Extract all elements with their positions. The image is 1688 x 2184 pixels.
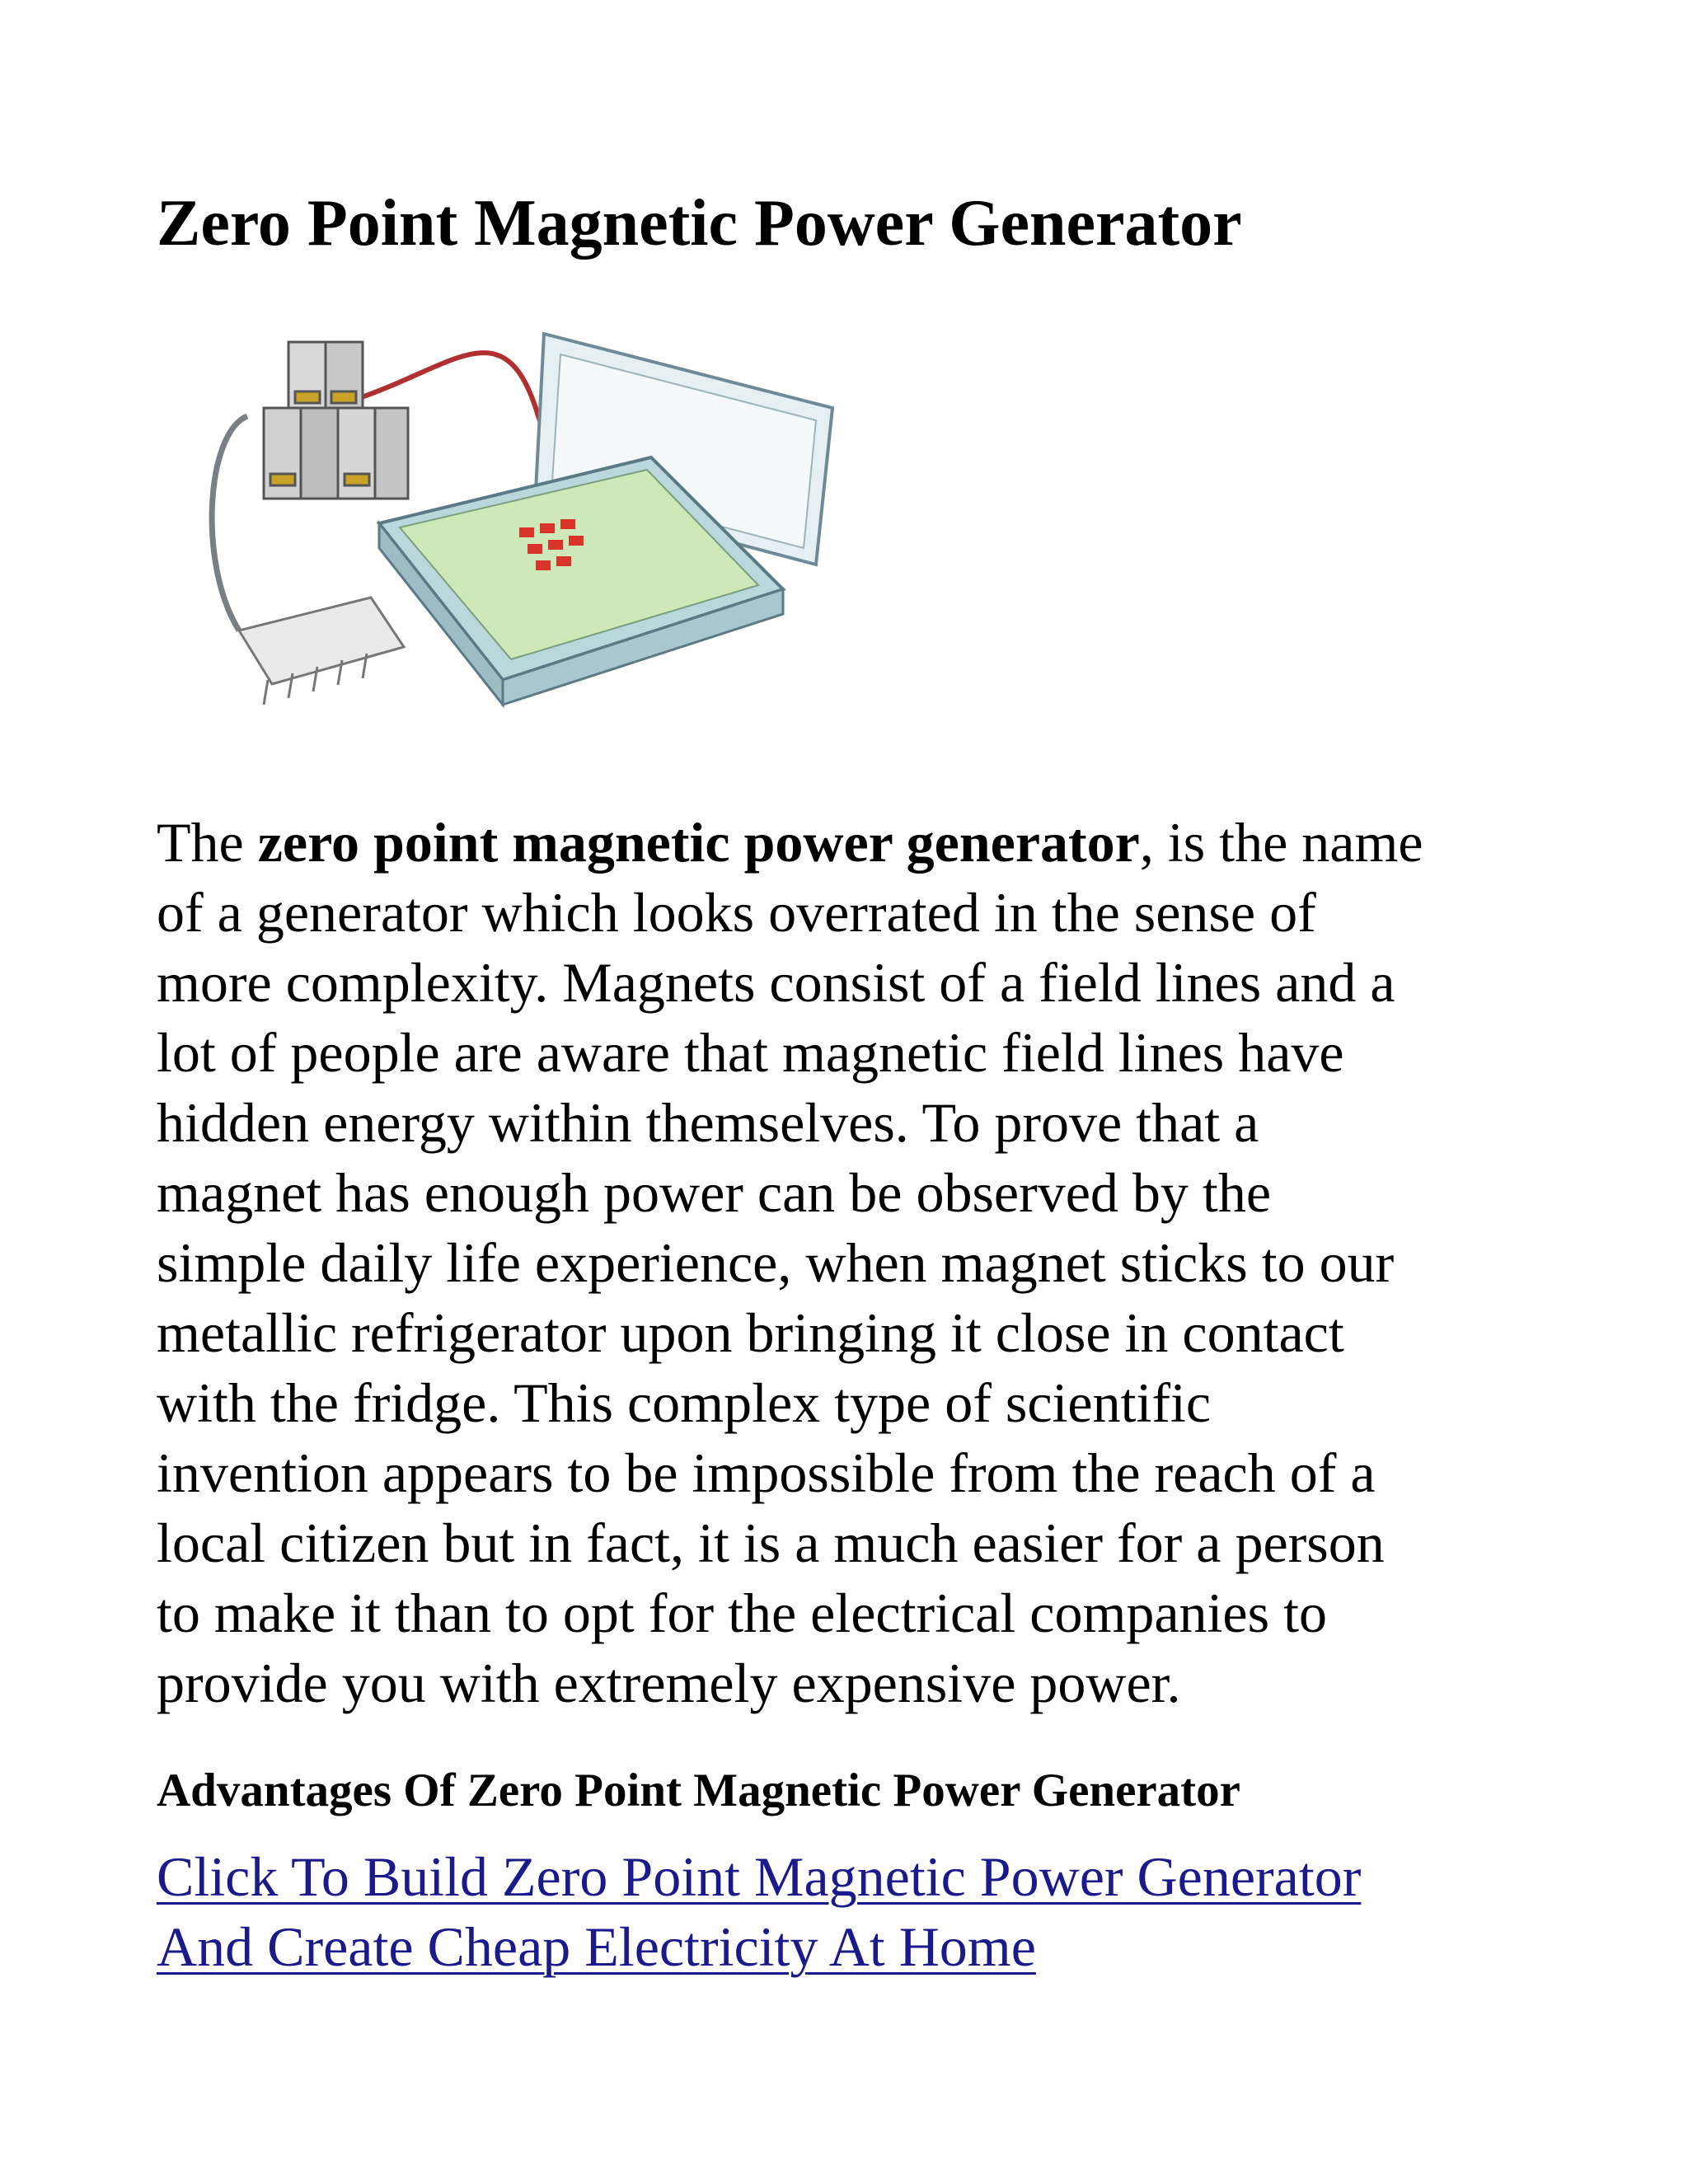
build-generator-link-line-2[interactable]: And Create Cheap Electricity At Home	[157, 1915, 1036, 1978]
build-generator-link-line-1[interactable]: Click To Build Zero Point Magnetic Power Generator	[157, 1845, 1362, 1908]
paragraph-line: of a generator which looks overrated in the sense of	[157, 881, 1316, 944]
comb-plate	[239, 598, 404, 705]
paragraph-line: lot of people are aware that magnetic field lines have	[157, 1021, 1344, 1084]
generator-illustration	[190, 317, 849, 729]
body-paragraph	[157, 808, 1558, 1718]
paragraph-line: hidden energy within themselves. To prove that a	[157, 1091, 1259, 1154]
paragraph-line: provide you with extremely expensive power.	[157, 1652, 1181, 1714]
paragraph-line-1: The zero point magnetic power generator, is the name	[157, 811, 1423, 874]
paragraph-line: metallic refrigerator upon bringing it close in contact	[157, 1301, 1344, 1364]
page-title: Zero Point Magnetic Power Generator	[157, 187, 1242, 260]
generator-illustration-svg	[190, 317, 849, 729]
advantages-heading: Advantages Of Zero Point Magnetic Power Generator	[157, 1765, 1240, 1816]
paragraph-line: invention appears to be impossible from the reach of a	[157, 1441, 1376, 1504]
paragraph-line: local citizen but in fact, it is a much easier for a person	[157, 1511, 1385, 1574]
paragraph-line: more complexity. Magnets consist of a field lines and a	[157, 951, 1395, 1014]
bold-keyphrase: zero point magnetic power generator	[257, 811, 1140, 874]
paragraph-line: to make it than to opt for the electrical companies to	[157, 1582, 1327, 1644]
battery-stack	[264, 342, 408, 499]
paragraph-line: with the fridge. This complex type of scientific	[157, 1371, 1212, 1434]
paragraph-line: magnet has enough power can be observed by the	[157, 1161, 1271, 1224]
wire-left	[212, 416, 247, 630]
paragraph-line: simple daily life experience, when magnet sticks to our	[157, 1231, 1395, 1294]
build-generator-link-block	[157, 1842, 1361, 1982]
